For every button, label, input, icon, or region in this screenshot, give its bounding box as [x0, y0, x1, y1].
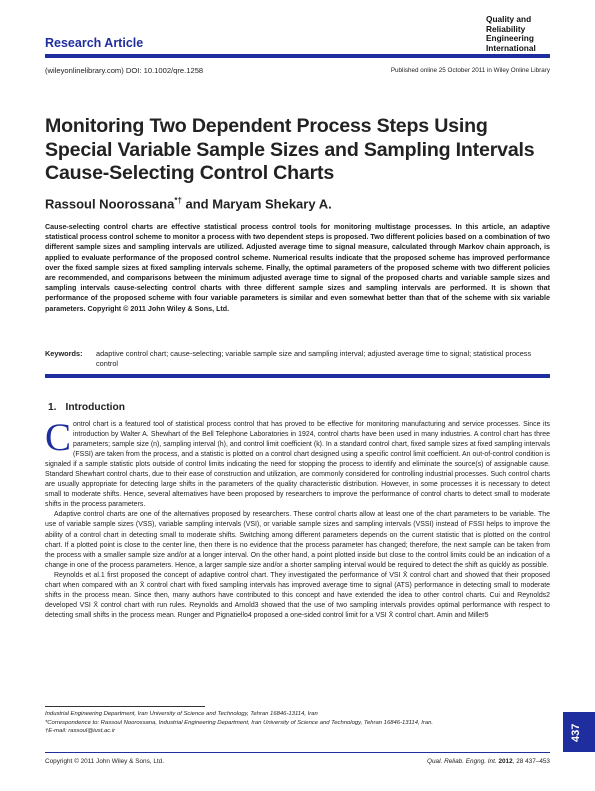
- journal-abbrev: Qual. Reliab. Engng. Int.: [427, 758, 497, 765]
- journal-citation: [427, 758, 550, 765]
- citation-pages: , 28 437–453: [512, 758, 550, 765]
- author-name: Maryam Shekary A.: [212, 196, 332, 212]
- footer-rule: [45, 752, 550, 753]
- section-rule: [45, 374, 550, 378]
- header-rule: [45, 54, 550, 58]
- body-text: [45, 416, 550, 621]
- citation-year: 2012: [498, 758, 513, 765]
- footnote-rule: [45, 706, 205, 707]
- keywords-text: adaptive control chart; cause-selecting; variable sample size and sampling interval; adjusted average time to signal; statistical process control: [96, 349, 532, 369]
- footnote: *Correspondence to: Rassoul Noorossana, Industrial Engineering Department, Iran University of Science and Technology, Tehran 16846-13114, Iran.: [45, 719, 434, 726]
- footnote: Industrial Engineering Department, Iran University of Science and Technology, Tehran 16846-13114, Iran: [45, 711, 318, 717]
- section-label: Research Article: [45, 36, 144, 50]
- footnote[interactable]: †E-mail: rassoul@iust.ac.ir: [45, 728, 116, 735]
- keywords-label: Keywords:: [45, 349, 83, 358]
- keywords: [45, 349, 550, 369]
- footnotes: [45, 710, 550, 736]
- doi-line[interactable]: (wileyonlinelibrary.com) DOI: 10.1002/qre.1258: [45, 66, 204, 75]
- paragraph: Reynolds et al.1 first proposed the concept of adaptive control chart. They investigated the performance of VSI X̄ control chart and showed that their proposed chart when compared with an X̄ control chart with fixed sampling intervals has improved average time to signal (ATS) performance in detecting small to moderate shifts in the process mean. Since then, many authors have contributed to this concept and have extended the idea to other control charts. Cui and Reynolds2 developed VSI X̄ control chart with run rules. Reynolds and Arnold3 showed that the use of two sampling intervals provides optimal performance with respect to detecting small shifts in the process mean. Runger and Pignatiello4 proposed a one-sided control limit for a VSI X̄ control chart. Amin and Miller5: [45, 571, 550, 619]
- paper-title: Monitoring Two Dependent Process Steps Using Special Variable Sample Sizes and Sampling Intervals Cause-Selecting Control Charts: [45, 115, 535, 184]
- paragraph: [45, 416, 550, 510]
- page-number: 437: [570, 723, 582, 742]
- published-line: Published online 25 October 2011 in Wiley Online Library: [390, 67, 550, 74]
- copyright: Copyright © 2011 John Wiley & Sons, Ltd.: [45, 758, 164, 765]
- abstract: Cause-selecting control charts are effective statistical process control tools for monitoring multistage processes. In this article, an adaptive statistical process control scheme to monitor a process with two dependent steps is proposed. Two different policies based on a combination of two different sample sizes and sampling intervals are utilized. Adjusted average time to signal measure, calculated through Markov chain approach, is applied to evaluate performance of the proposed control scheme. Numerical results indicate that the proposed scheme has improved performance over the fixed sample sizes at fixed sampling intervals scheme. Finally, the optimal parameters of the proposed scheme with two different policies are recommended, and comparisons between the minimum adjusted average time to signal of the proposed charts and variable sample sizes and sampling intervals cause-selecting control charts with three different sample sizes and sampling intervals are performed. It is shown that performance of the proposed scheme with four variable parameters is similar and even somewhat better than that of the scheme with six variable parameters. Copyright © 2011 John Wiley & Sons, Ltd.: [45, 223, 550, 313]
- section-heading: [48, 402, 125, 413]
- paragraph-text: ontrol chart is a featured tool of statistical process control that has proved to be effective for monitoring manufacturing and service processes. Since its introduction by Walter A. Shewhart of the Bell Telephone Laboratories in 1924, control charts have been used in many industries. A control chart has three parameters; sample size (n), sampling interval (h), and control limit coefficient (k). In a standard control chart, fixed sample sizes at fixed sampling intervals (FSSI) are taken from the process, and a statistic is plotted on a control chart designed using a specific control limit coefficient. An out-of-control condition is signaled if a sample statistic plots outside of control limits indicating the need for stopping the process to identify and eliminate the source(s) of assignable cause. Standard Shewhart control charts, due to their ease of construction and utilization, are commonly considered for controlling industrial processes. Such control charts are usually appropriate for detecting large shifts in the parameters of the quality characteristic distribution. However, in some processes it is necessary to detect small to moderate shifts. Hence, several alternatives have been proposed by researchers to improve the performance of control charts to detect small to moderate shifts in the process parameters.: [45, 421, 550, 509]
- author-connector: and: [181, 196, 213, 212]
- journal-logo-line: Reliability: [486, 23, 526, 34]
- author-affiliation-marks: *†: [174, 196, 182, 205]
- journal-logo-line: Quality and: [486, 14, 532, 24]
- author-name: Rassoul Noorossana: [45, 196, 175, 212]
- paragraph: Adaptive control charts are one of the alternatives proposed by researchers. These control charts allow at least one of the chart parameters to be variable. The use of variable sample sizes (VSS), variable sampling intervals (VSI), or variable sample sizes and sampling intervals (VSSI) instead of FSSI helps to improve the ability of a control chart in detecting small to moderate shifts. Switching among different parameters depends on the current statistic that is plotted on the control chart. If a plotted point is close to the center line, then there is no evidence that the process parameter has changed; therefore, the next sample can be taken from the process with a smaller sample size and/or at a longer interval. On the other hand, a point plotted inside but close to the control limits could be an indication of a change in one of the process parameters. Hence, a larger sample size and/or a shorter sampling interval would be required to detect the shift as quickly as possible.: [45, 511, 550, 569]
- drop-cap: C: [45, 416, 72, 459]
- journal-logo-line: International: [486, 42, 536, 53]
- section-title: Introduction: [65, 402, 125, 413]
- section-number: 1.: [48, 402, 57, 413]
- author-list: [45, 196, 332, 211]
- journal-logo: [486, 15, 556, 53]
- journal-logo-line: Engineering: [486, 33, 534, 44]
